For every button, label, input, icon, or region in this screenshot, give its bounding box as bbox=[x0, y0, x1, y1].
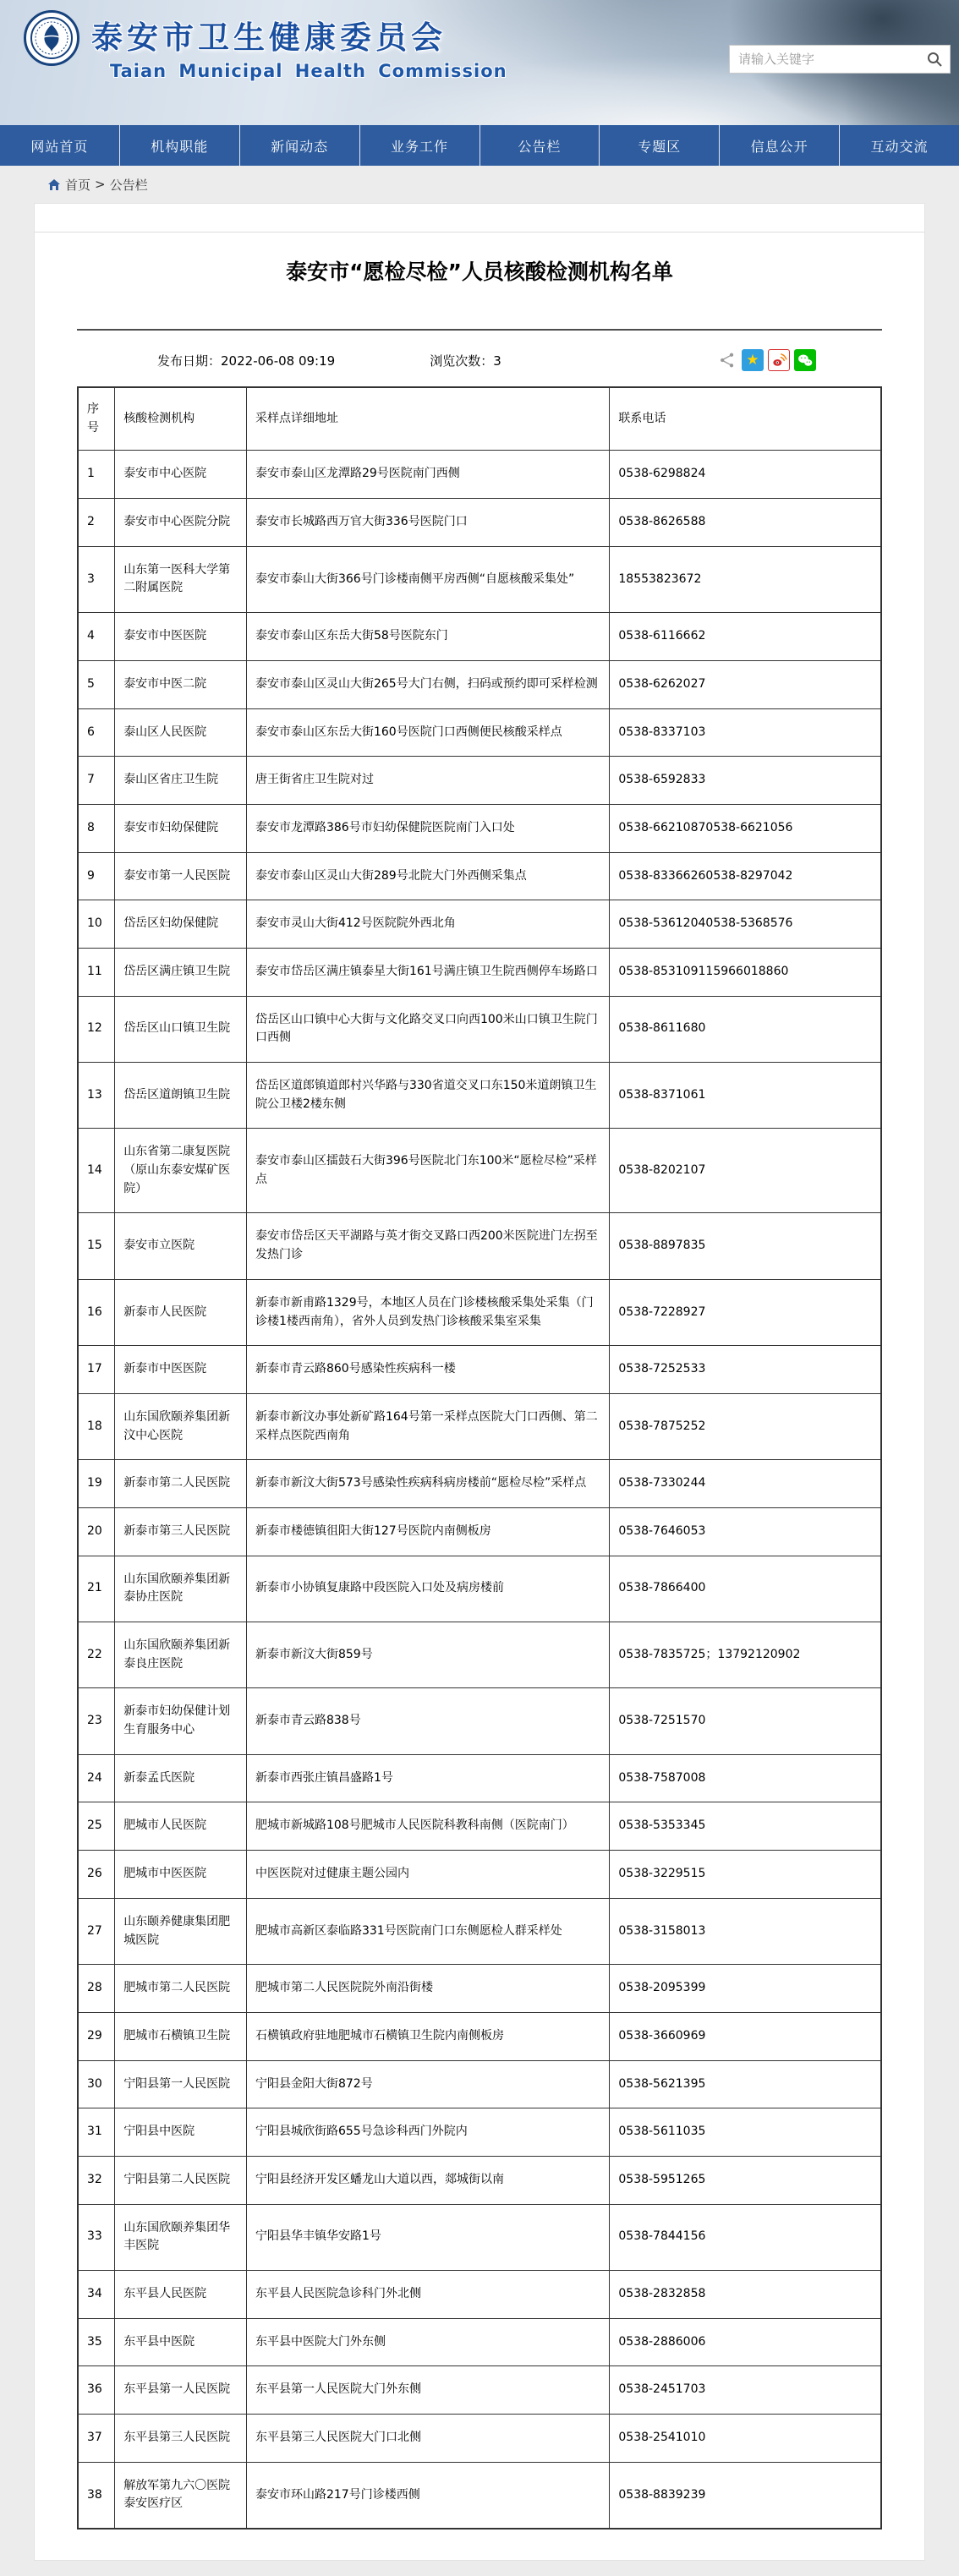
cell-phone: 0538-8626588 bbox=[610, 499, 881, 547]
cell-address: 肥城市新城路108号肥城市人民医院科教科南侧（医院南门） bbox=[246, 1802, 609, 1851]
cell-phone: 0538-6592833 bbox=[610, 757, 881, 805]
table-row bbox=[78, 1460, 881, 1508]
cell-phone: 0538-2095399 bbox=[610, 1965, 881, 2013]
cell-seq: 27 bbox=[78, 1898, 115, 1964]
view-count-label: 浏览次数： bbox=[430, 353, 494, 369]
cell-institution: 山东国欣颐养集团新泰良庄医院 bbox=[115, 1622, 247, 1688]
cell-address: 泰安市泰山大街366号门诊楼南侧平房西侧“自愿核酸采集处” bbox=[246, 546, 609, 612]
cell-address: 新泰市新汶大街859号 bbox=[246, 1622, 609, 1688]
site-header bbox=[0, 0, 959, 125]
cell-seq: 25 bbox=[78, 1802, 115, 1851]
cell-institution: 岱岳区满庄镇卫生院 bbox=[115, 948, 247, 996]
cell-seq: 26 bbox=[78, 1851, 115, 1899]
view-count-value: 3 bbox=[493, 353, 501, 369]
cell-seq: 20 bbox=[78, 1507, 115, 1556]
cell-seq: 13 bbox=[78, 1063, 115, 1129]
table-row bbox=[78, 1556, 881, 1622]
publish-date-label: 发布日期： bbox=[157, 353, 222, 369]
cell-address: 宁阳县城欣街路655号急诊科西门外院内 bbox=[246, 2108, 609, 2157]
cell-institution: 岱岳区道朗镇卫生院 bbox=[115, 1063, 247, 1129]
cell-phone: 0538-7251570 bbox=[610, 1688, 881, 1754]
table-row bbox=[78, 2204, 881, 2270]
table-row bbox=[78, 852, 881, 900]
table-row bbox=[78, 1898, 881, 1964]
column-header: 核酸检测机构 bbox=[115, 387, 247, 451]
table-row bbox=[78, 613, 881, 661]
cell-address: 泰安市岱岳区满庄镇泰星大街161号满庄镇卫生院西侧停车场路口 bbox=[246, 948, 609, 996]
cell-phone: 0538-5611035 bbox=[610, 2108, 881, 2157]
nav-item-7[interactable]: 互动交流 bbox=[839, 125, 959, 166]
cell-seq: 12 bbox=[78, 996, 115, 1062]
cell-phone: 0538-7587008 bbox=[610, 1754, 881, 1802]
cell-institution: 泰安市中心医院分院 bbox=[115, 499, 247, 547]
cell-seq: 28 bbox=[78, 1965, 115, 2013]
cell-phone: 0538-8611680 bbox=[610, 996, 881, 1062]
cell-institution: 宁阳县中医院 bbox=[115, 2108, 247, 2157]
cell-institution: 泰安市妇幼保健院 bbox=[115, 804, 247, 852]
cell-phone: 0538-853109115966018860 bbox=[610, 948, 881, 996]
table-row bbox=[78, 996, 881, 1062]
table-header-row bbox=[78, 387, 881, 451]
cell-seq: 29 bbox=[78, 2012, 115, 2060]
cell-address: 宁阳县金阳大街872号 bbox=[246, 2060, 609, 2108]
cell-seq: 15 bbox=[78, 1213, 115, 1279]
cell-seq: 14 bbox=[78, 1129, 115, 1213]
cell-seq: 10 bbox=[78, 900, 115, 949]
home-icon bbox=[47, 178, 61, 191]
cell-address: 泰安市环山路217号门诊楼西侧 bbox=[246, 2462, 609, 2529]
cell-seq: 30 bbox=[78, 2060, 115, 2108]
table-row bbox=[78, 499, 881, 547]
cell-phone: 0538-7844156 bbox=[610, 2204, 881, 2270]
qzone-icon[interactable]: ★ bbox=[742, 349, 764, 371]
cell-institution: 新泰市人民医院 bbox=[115, 1279, 247, 1345]
table-row bbox=[78, 1965, 881, 2013]
cell-institution: 宁阳县第一人民医院 bbox=[115, 2060, 247, 2108]
cell-seq: 3 bbox=[78, 546, 115, 612]
cell-phone: 0538-7835725；13792120902 bbox=[610, 1622, 881, 1688]
table-row bbox=[78, 708, 881, 757]
cell-seq: 5 bbox=[78, 660, 115, 708]
cell-phone: 0538-7252533 bbox=[610, 1346, 881, 1394]
cell-seq: 17 bbox=[78, 1346, 115, 1394]
cell-seq: 36 bbox=[78, 2366, 115, 2415]
cell-phone: 0538-5621395 bbox=[610, 2060, 881, 2108]
table-row bbox=[78, 1507, 881, 1556]
table-row bbox=[78, 2366, 881, 2415]
cell-institution: 肥城市石横镇卫生院 bbox=[115, 2012, 247, 2060]
cell-phone: 0538-6262027 bbox=[610, 660, 881, 708]
article-meta bbox=[77, 347, 882, 373]
cell-institution: 泰安市中医医院 bbox=[115, 613, 247, 661]
cell-phone: 0538-8897835 bbox=[610, 1213, 881, 1279]
search-icon[interactable] bbox=[926, 51, 943, 68]
breadcrumb bbox=[0, 166, 959, 203]
cell-institution: 山东第一医科大学第二附属医院 bbox=[115, 546, 247, 612]
cell-institution: 泰安市立医院 bbox=[115, 1213, 247, 1279]
cell-seq: 7 bbox=[78, 757, 115, 805]
weibo-icon[interactable] bbox=[768, 349, 790, 371]
cell-seq: 33 bbox=[78, 2204, 115, 2270]
table-row bbox=[78, 900, 881, 949]
nav-item-0[interactable]: 网站首页 bbox=[30, 138, 89, 155]
table-row bbox=[78, 1622, 881, 1688]
cell-institution: 东平县第三人民医院 bbox=[115, 2415, 247, 2463]
nav-item-5[interactable]: 专题区 bbox=[599, 125, 719, 166]
nav-item-4[interactable]: 公告栏 bbox=[480, 125, 600, 166]
column-header: 联系电话 bbox=[610, 387, 881, 451]
cell-seq: 9 bbox=[78, 852, 115, 900]
cell-seq: 34 bbox=[78, 2271, 115, 2319]
cell-seq: 2 bbox=[78, 499, 115, 547]
cell-institution: 肥城市第二人民医院 bbox=[115, 1965, 247, 2013]
table-row bbox=[78, 757, 881, 805]
cell-address: 新泰市西张庄镇昌盛路1号 bbox=[246, 1754, 609, 1802]
cell-address: 新泰市新甫路1329号，本地区人员在门诊楼核酸采集处采集（门诊楼1楼西南角），省外人员到发热门诊核酸采集室采集 bbox=[246, 1279, 609, 1345]
cell-institution: 山东省第二康复医院（原山东泰安煤矿医院） bbox=[115, 1129, 247, 1213]
nav-item-3[interactable]: 业务工作 bbox=[359, 125, 480, 166]
cell-seq: 24 bbox=[78, 1754, 115, 1802]
cell-address: 东平县第三人民医院大门口北侧 bbox=[246, 2415, 609, 2463]
table-row bbox=[78, 1688, 881, 1754]
view-count bbox=[430, 352, 501, 369]
breadcrumb-current[interactable]: 公告栏 bbox=[109, 177, 148, 193]
cell-address: 泰安市泰山区灵山大街265号大门右侧，扫码或预约即可采样检测 bbox=[246, 660, 609, 708]
cell-seq: 8 bbox=[78, 804, 115, 852]
cell-phone: 0538-8371061 bbox=[610, 1063, 881, 1129]
cell-address: 东平县人民医院急诊科门外北侧 bbox=[246, 2271, 609, 2319]
table-row bbox=[78, 1346, 881, 1394]
table-row bbox=[78, 660, 881, 708]
cell-institution: 山东国欣颐养集团新汶中心医院 bbox=[115, 1393, 247, 1459]
table-row bbox=[78, 2318, 881, 2366]
cell-seq: 19 bbox=[78, 1460, 115, 1508]
cell-seq: 16 bbox=[78, 1279, 115, 1345]
cell-address: 新泰市青云路838号 bbox=[246, 1688, 609, 1754]
cell-address: 泰安市泰山区东岳大街58号医院东门 bbox=[246, 613, 609, 661]
cell-seq: 31 bbox=[78, 2108, 115, 2157]
cell-address: 东平县中医院大门外东侧 bbox=[246, 2318, 609, 2366]
cell-seq: 1 bbox=[78, 451, 115, 499]
cell-phone: 0538-6116662 bbox=[610, 613, 881, 661]
table-row bbox=[78, 546, 881, 612]
table-row bbox=[78, 1213, 881, 1279]
cell-seq: 35 bbox=[78, 2318, 115, 2366]
cell-institution: 泰山区人民医院 bbox=[115, 708, 247, 757]
column-header: 采样点详细地址 bbox=[246, 387, 609, 451]
table-row bbox=[78, 1063, 881, 1129]
site-title-en: Taian Municipal Health Commission bbox=[110, 61, 507, 81]
cell-address: 唐王街省庄卫生院对过 bbox=[246, 757, 609, 805]
cell-seq: 18 bbox=[78, 1393, 115, 1459]
cell-phone: 0538-3158013 bbox=[610, 1898, 881, 1964]
cell-address: 中医医院对过健康主题公园内 bbox=[246, 1851, 609, 1899]
cell-address: 新泰市新汶办事处新矿路164号第一采样点医院大门口西侧、第二采样点医院西南角 bbox=[246, 1393, 609, 1459]
cell-seq: 32 bbox=[78, 2156, 115, 2204]
search-box bbox=[729, 45, 951, 74]
share-icon[interactable] bbox=[717, 349, 737, 371]
cell-phone: 0538-3660969 bbox=[610, 2012, 881, 2060]
cell-institution: 宁阳县第二人民医院 bbox=[115, 2156, 247, 2204]
table-row bbox=[78, 1754, 881, 1802]
table-row bbox=[78, 804, 881, 852]
cell-phone: 0538-83366260538-8297042 bbox=[610, 852, 881, 900]
table-row bbox=[78, 1851, 881, 1899]
cell-institution: 泰山区省庄卫生院 bbox=[115, 757, 247, 805]
cell-address: 宁阳县经济开发区蟠龙山大道以西，郯城街以南 bbox=[246, 2156, 609, 2204]
wechat-icon[interactable] bbox=[794, 349, 816, 371]
cell-institution: 新泰孟氏医院 bbox=[115, 1754, 247, 1802]
cell-address: 宁阳县华丰镇华安路1号 bbox=[246, 2204, 609, 2270]
cell-seq: 37 bbox=[78, 2415, 115, 2463]
cell-address: 泰安市长城路西万官大街336号医院门口 bbox=[246, 499, 609, 547]
cell-institution: 岱岳区妇幼保健院 bbox=[115, 900, 247, 949]
cell-institution: 东平县中医院 bbox=[115, 2318, 247, 2366]
cell-address: 泰安市灵山大街412号医院院外西北角 bbox=[246, 900, 609, 949]
cell-phone: 0538-7228927 bbox=[610, 1279, 881, 1345]
cell-seq: 38 bbox=[78, 2462, 115, 2529]
share-buttons bbox=[717, 349, 816, 371]
cell-seq: 23 bbox=[78, 1688, 115, 1754]
table-row bbox=[78, 2271, 881, 2319]
table-row bbox=[78, 948, 881, 996]
cell-seq: 21 bbox=[78, 1556, 115, 1622]
cell-phone: 0538-5951265 bbox=[610, 2156, 881, 2204]
cell-phone: 0538-7866400 bbox=[610, 1556, 881, 1622]
cell-phone: 0538-2451703 bbox=[610, 2366, 881, 2415]
cell-institution: 泰安市中心医院 bbox=[115, 451, 247, 499]
table-row bbox=[78, 1129, 881, 1213]
table-row bbox=[78, 2156, 881, 2204]
table-row bbox=[78, 1802, 881, 1851]
cell-seq: 4 bbox=[78, 613, 115, 661]
cell-phone: 0538-6298824 bbox=[610, 451, 881, 499]
table-row bbox=[78, 1279, 881, 1345]
cell-institution: 泰安市中医二院 bbox=[115, 660, 247, 708]
cell-institution: 东平县第一人民医院 bbox=[115, 2366, 247, 2415]
cell-address: 新泰市小协镇复康路中段医院入口处及病房楼前 bbox=[246, 1556, 609, 1622]
cell-address: 肥城市高新区泰临路331号医院南门口东侧愿检人群采样处 bbox=[246, 1898, 609, 1964]
nav-item-1[interactable]: 机构职能 bbox=[119, 125, 239, 166]
cell-seq: 6 bbox=[78, 708, 115, 757]
institutions-table bbox=[77, 386, 882, 2530]
cell-institution: 山东国欣颐养集团华丰医院 bbox=[115, 2204, 247, 2270]
cell-address: 泰安市泰山区东岳大街160号医院门口西侧便民核酸采样点 bbox=[246, 708, 609, 757]
cell-phone: 0538-5353345 bbox=[610, 1802, 881, 1851]
cell-address: 石横镇政府驻地肥城市石横镇卫生院内南侧板房 bbox=[246, 2012, 609, 2060]
cell-address: 新泰市青云路860号感染性疾病科一楼 bbox=[246, 1346, 609, 1394]
table-row bbox=[78, 2415, 881, 2463]
main-nav bbox=[0, 125, 959, 166]
cell-address: 新泰市新汶大街573号感染性疾病科病房楼前“愿检尽检”采样点 bbox=[246, 1460, 609, 1508]
cell-address: 肥城市第二人民医院院外南沿街楼 bbox=[246, 1965, 609, 2013]
cell-institution: 岱岳区山口镇卫生院 bbox=[115, 996, 247, 1062]
breadcrumb-separator: > bbox=[95, 177, 106, 192]
cell-phone: 0538-7875252 bbox=[610, 1393, 881, 1459]
emblem-logo bbox=[24, 10, 79, 66]
cell-phone: 0538-2541010 bbox=[610, 2415, 881, 2463]
emblem-icon bbox=[30, 16, 74, 60]
column-header: 序号 bbox=[78, 387, 115, 451]
cell-address: 新泰市楼德镇徂阳大街127号医院内南侧板房 bbox=[246, 1507, 609, 1556]
cell-phone: 0538-53612040538-5368576 bbox=[610, 900, 881, 949]
cell-phone: 18553823672 bbox=[610, 546, 881, 612]
cell-institution: 新泰市第三人民医院 bbox=[115, 1507, 247, 1556]
cell-phone: 0538-7330244 bbox=[610, 1460, 881, 1508]
content-panel bbox=[34, 203, 925, 2561]
cell-address: 泰安市岱岳区天平湖路与英才街交叉路口西200米医院进门左拐至发热门诊 bbox=[246, 1213, 609, 1279]
cell-institution: 解放军第九六〇医院泰安医疗区 bbox=[115, 2462, 247, 2529]
cell-seq: 22 bbox=[78, 1622, 115, 1688]
cell-address: 泰安市泰山区龙潭路29号医院南门西侧 bbox=[246, 451, 609, 499]
breadcrumb-home[interactable]: 首页 bbox=[65, 177, 91, 193]
cell-seq: 11 bbox=[78, 948, 115, 996]
cell-phone: 0538-8839239 bbox=[610, 2462, 881, 2529]
cell-institution: 新泰市第二人民医院 bbox=[115, 1460, 247, 1508]
cell-address: 泰安市龙潭路386号市妇幼保健院医院南门入口处 bbox=[246, 804, 609, 852]
table-row bbox=[78, 451, 881, 499]
nav-item-6[interactable]: 信息公开 bbox=[719, 125, 839, 166]
cell-phone: 0538-8202107 bbox=[610, 1129, 881, 1213]
cell-phone: 0538-2832858 bbox=[610, 2271, 881, 2319]
table-row bbox=[78, 2108, 881, 2157]
cell-phone: 0538-8337103 bbox=[610, 708, 881, 757]
cell-institution: 肥城市人民医院 bbox=[115, 1802, 247, 1851]
cell-phone: 0538-2886006 bbox=[610, 2318, 881, 2366]
page-title: 泰安市“愿检尽检”人员核酸检测机构名单 bbox=[286, 260, 673, 284]
cell-institution: 山东颐养健康集团肥城医院 bbox=[115, 1898, 247, 1964]
table-row bbox=[78, 2012, 881, 2060]
table-row bbox=[78, 2462, 881, 2529]
cell-phone: 0538-7646053 bbox=[610, 1507, 881, 1556]
cell-institution: 新泰市妇幼保健计划生育服务中心 bbox=[115, 1688, 247, 1754]
cell-address: 岱岳区道郎镇道郎村兴华路与330省道交叉口东150米道朗镇卫生院公卫楼2楼东侧 bbox=[246, 1063, 609, 1129]
title-divider bbox=[77, 329, 882, 331]
cell-phone: 0538-3229515 bbox=[610, 1851, 881, 1899]
cell-institution: 肥城市中医医院 bbox=[115, 1851, 247, 1899]
cell-address: 泰安市泰山区灵山大街289号北院大门外西侧采集点 bbox=[246, 852, 609, 900]
cell-institution: 山东国欣颐养集团新泰协庄医院 bbox=[115, 1556, 247, 1622]
publish-date-value: 2022-06-08 09:19 bbox=[221, 353, 336, 369]
cell-institution: 东平县人民医院 bbox=[115, 2271, 247, 2319]
cell-address: 东平县第一人民医院大门外东侧 bbox=[246, 2366, 609, 2415]
table-row bbox=[78, 1393, 881, 1459]
nav-item-2[interactable]: 新闻动态 bbox=[239, 125, 359, 166]
table-row bbox=[78, 2060, 881, 2108]
cell-institution: 泰安市第一人民医院 bbox=[115, 852, 247, 900]
cell-address: 岱岳区山口镇中心大街与文化路交叉口向西100米山口镇卫生院门口西侧 bbox=[246, 996, 609, 1062]
publish-date bbox=[157, 352, 335, 369]
cell-address: 泰安市泰山区擂鼓石大街396号医院北门东100米“愿检尽检”采样点 bbox=[246, 1129, 609, 1213]
site-title: 泰安市卫生健康委员会 bbox=[91, 19, 447, 56]
search-input[interactable] bbox=[737, 51, 926, 68]
cell-institution: 新泰市中医医院 bbox=[115, 1346, 247, 1394]
cell-phone: 0538-66210870538-6621056 bbox=[610, 804, 881, 852]
